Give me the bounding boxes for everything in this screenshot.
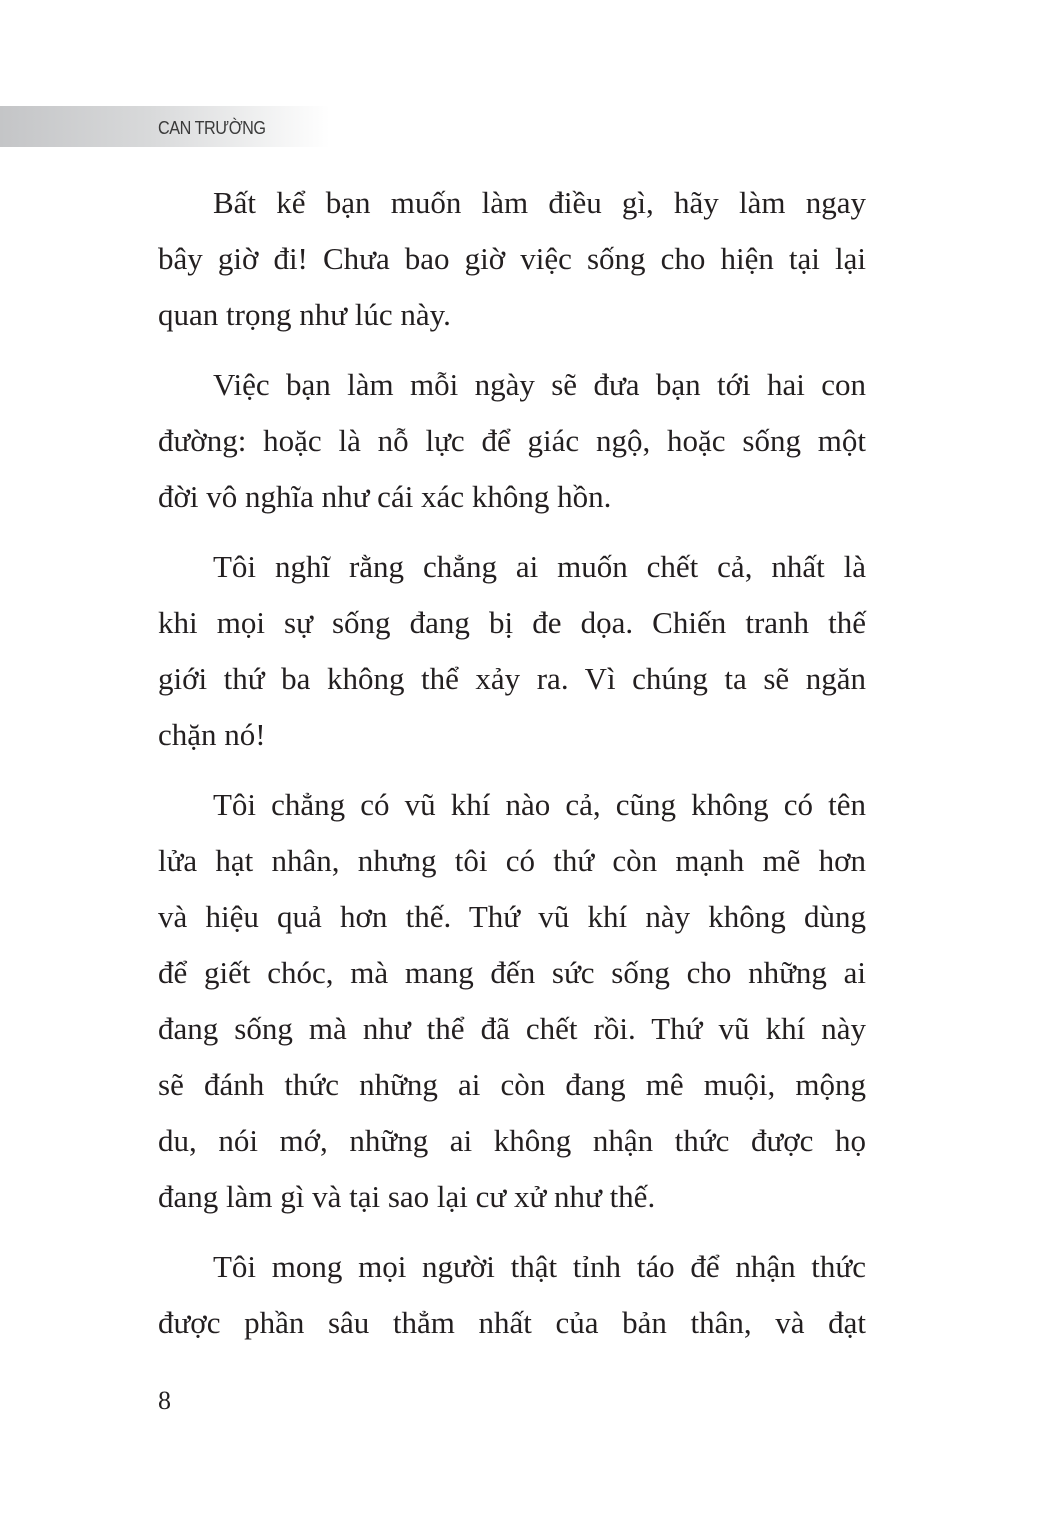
text-line: du, nói mớ, những ai không nhận thức được họ <box>158 1123 866 1158</box>
running-head: CAN TRƯỜNG <box>158 118 266 138</box>
text-line: quan trọng như lúc này. <box>158 297 451 332</box>
body-text <box>158 182 866 1372</box>
text-line: đường: hoặc là nỗ lực để giác ngộ, hoặc sống một <box>158 423 866 458</box>
paragraph <box>158 182 866 350</box>
text-line: được phần sâu thẳm nhất của bản thân, và đạt <box>158 1305 866 1340</box>
text-line: bây giờ đi! Chưa bao giờ việc sống cho hiện tại lại <box>158 241 866 276</box>
text-line: khi mọi sự sống đang bị đe dọa. Chiến tranh thế <box>158 605 866 640</box>
text-line: Bất kể bạn muốn làm điều gì, hãy làm ngay <box>213 185 866 220</box>
text-line: đời vô nghĩa như cái xác không hồn. <box>158 479 612 514</box>
text-line: lửa hạt nhân, nhưng tôi có thứ còn mạnh mẽ hơn <box>158 843 866 878</box>
text-line: Tôi mong mọi người thật tỉnh táo để nhận thức <box>213 1249 866 1284</box>
paragraph <box>158 784 866 1232</box>
text-line: Việc bạn làm mỗi ngày sẽ đưa bạn tới hai con <box>213 367 866 402</box>
text-line: để giết chóc, mà mang đến sức sống cho những ai <box>158 955 866 990</box>
paragraph <box>158 1246 866 1358</box>
paragraph <box>158 364 866 532</box>
text-line: chặn nó! <box>158 717 266 752</box>
text-line: Tôi nghĩ rằng chẳng ai muốn chết cả, nhất là <box>213 549 866 584</box>
text-line: đang sống mà như thể đã chết rồi. Thứ vũ khí này <box>158 1011 866 1046</box>
text-line: và hiệu quả hơn thế. Thứ vũ khí này không dùng <box>158 899 866 934</box>
text-line: Tôi chẳng có vũ khí nào cả, cũng không có tên <box>213 787 866 822</box>
text-line: giới thứ ba không thể xảy ra. Vì chúng ta sẽ ngăn <box>158 661 866 696</box>
page-number: 8 <box>158 1386 171 1415</box>
paragraph <box>158 546 866 770</box>
text-line: sẽ đánh thức những ai còn đang mê muội, mộng <box>158 1067 866 1102</box>
text-line: đang làm gì và tại sao lại cư xử như thế. <box>158 1179 656 1214</box>
